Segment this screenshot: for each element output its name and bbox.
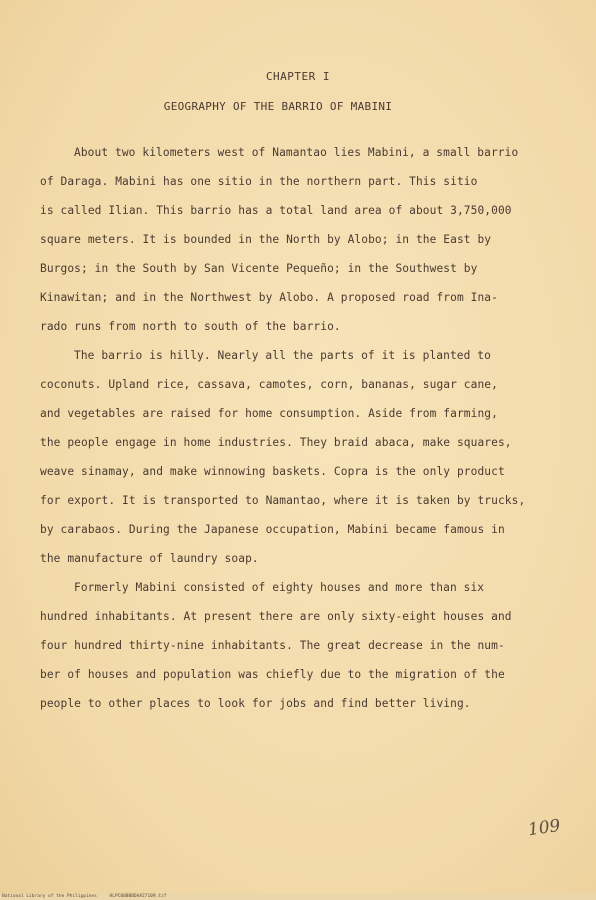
text-line: Burgos; in the South by San Vicente Pequeño; in the Southwest by	[40, 262, 478, 275]
text-line: is called Ilian. This barrio has a total land area of about 3,750,000	[40, 204, 512, 217]
handwritten-page-number: 109	[526, 815, 562, 841]
text-line: by carabaos. During the Japanese occupation, Mabini became famous in	[40, 523, 505, 536]
text-line: square meters. It is bounded in the North by Alobo; in the East by	[40, 233, 492, 246]
footer-library: National Library of the Philippines	[2, 894, 97, 899]
text-line: and vegetables are raised for home consumption. Aside from farming,	[40, 407, 498, 420]
text-line: people to other places to look for jobs and find better living.	[40, 697, 471, 710]
text-line: four hundred thirty-nine inhabitants. The great decrease in the num-	[40, 639, 505, 652]
text-line: for export. It is transported to Namantao, where it is taken by trucks,	[40, 494, 526, 507]
chapter-heading: CHAPTER I	[265, 70, 331, 83]
text-line: rado runs from north to south of the barrio.	[40, 320, 341, 333]
text-line: hundred inhabitants. At present there are only sixty-eight houses and	[40, 610, 512, 623]
document-title: GEOGRAPHY OF THE BARRIO OF MABINI	[163, 100, 393, 113]
text-line: Kinawitan; and in the Northwest by Alobo. A proposed road from Ina-	[40, 291, 498, 304]
text-line: coconuts. Upland rice, cassava, camotes, corn, bananas, sugar cane,	[40, 378, 498, 391]
scan-footer	[0, 893, 596, 900]
text-line: weave sinamay, and make winnowing baskets. Copra is the only product	[40, 465, 505, 478]
text-line: the manufacture of laundry soap.	[40, 552, 259, 565]
footer-file-id: HLPC00BBBDAA27109.tif	[109, 894, 167, 899]
text-line: The barrio is hilly. Nearly all the parts of it is planted to	[74, 349, 491, 362]
text-line: of Daraga. Mabini has one sitio in the northern part. This sitio	[40, 175, 478, 188]
text-line: the people engage in home industries. They braid abaca, make squares,	[40, 436, 512, 449]
document-body	[40, 138, 560, 718]
text-line: About two kilometers west of Namantao lies Mabini, a small barrio	[74, 146, 519, 159]
text-line: Formerly Mabini consisted of eighty houses and more than six	[74, 581, 485, 594]
text-line: ber of houses and population was chiefly due to the migration of the	[40, 668, 505, 681]
